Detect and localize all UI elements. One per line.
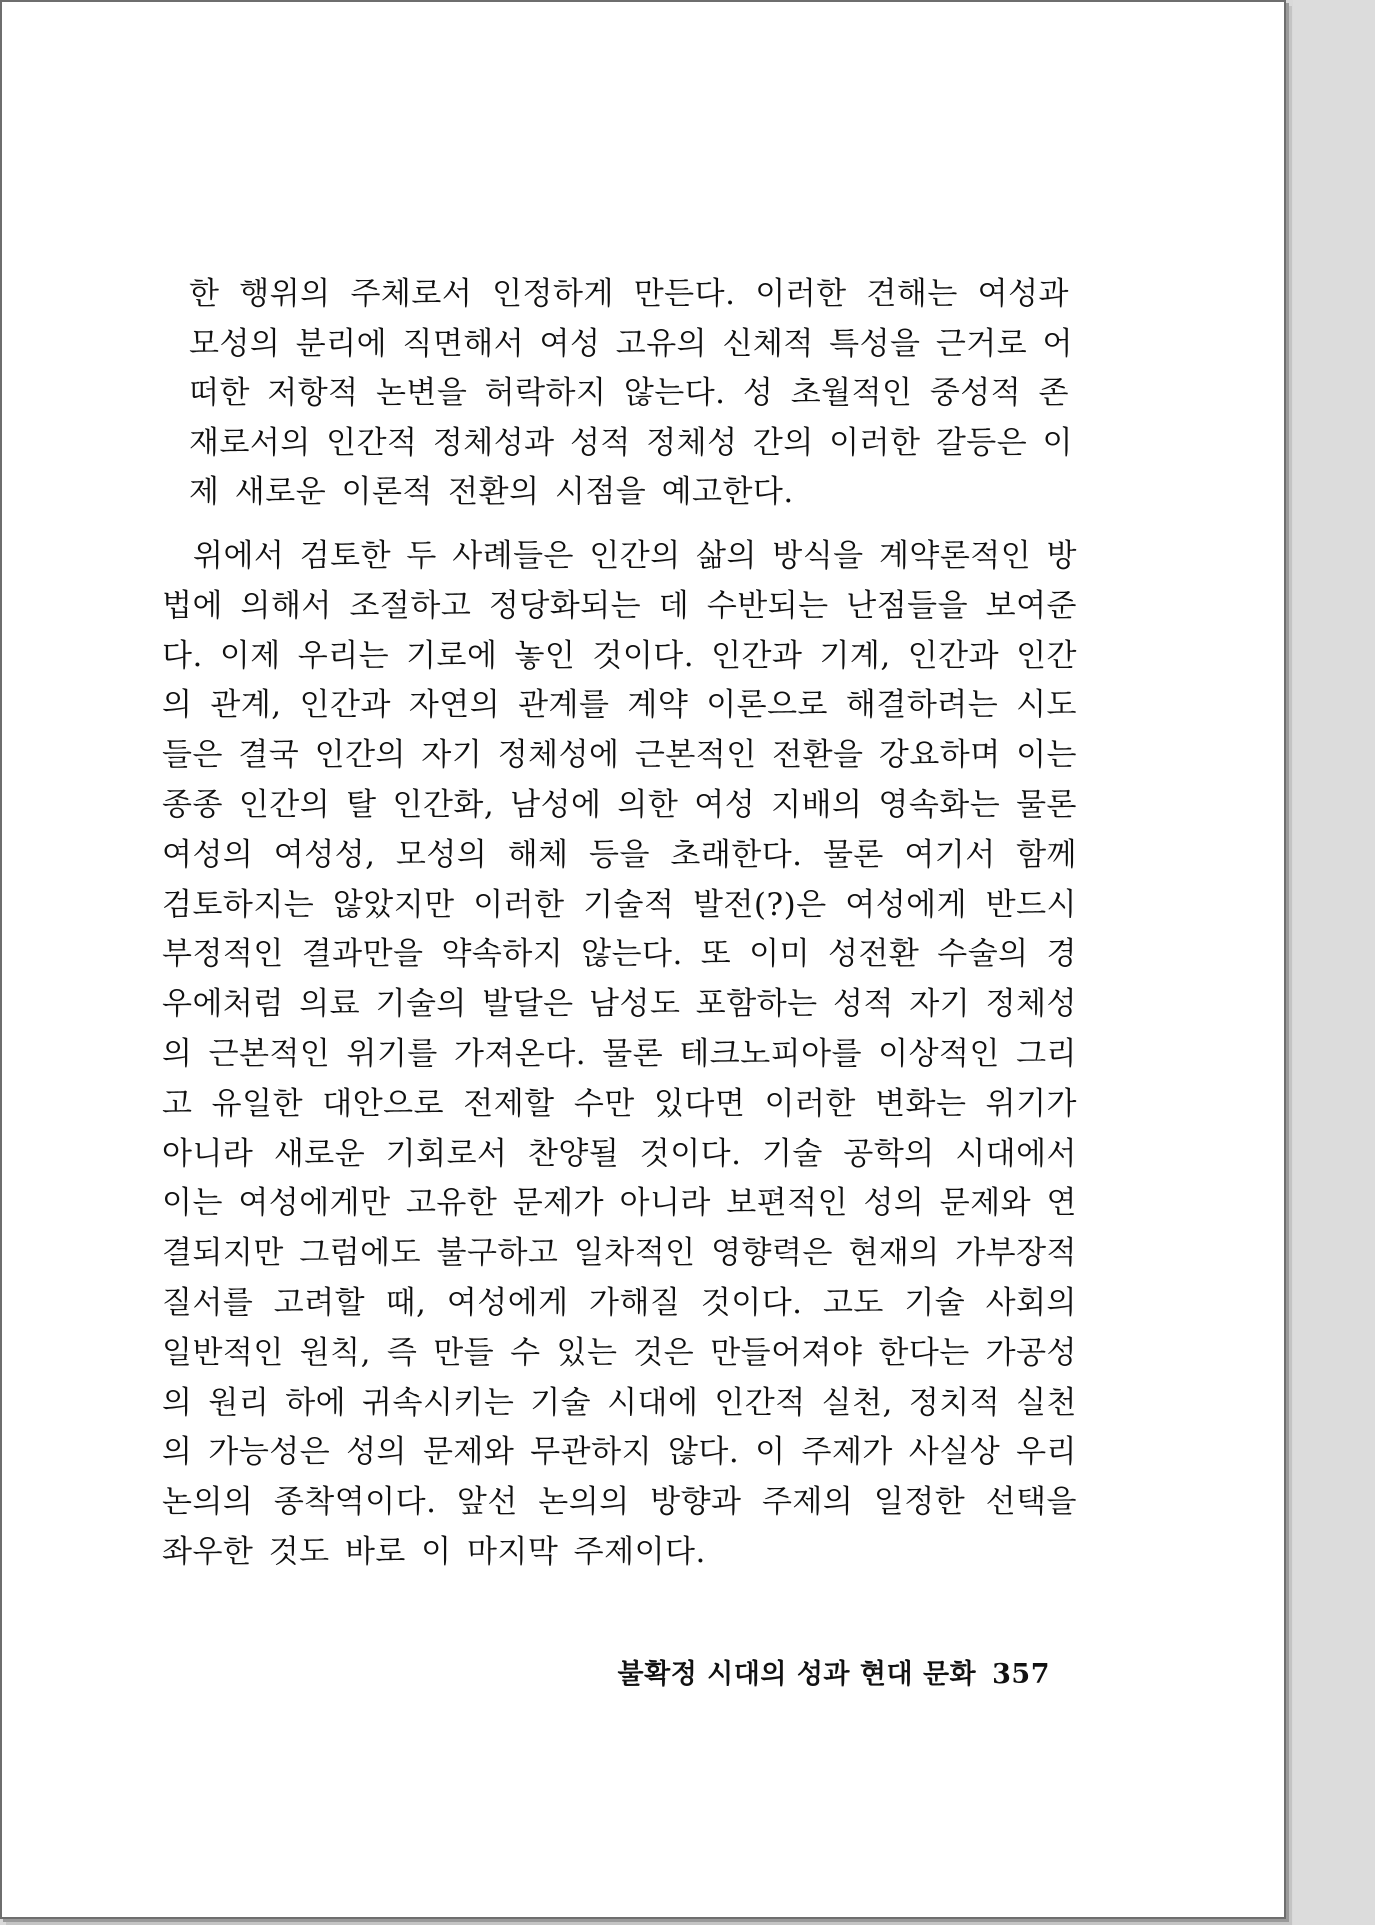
body-line: 법에 의해서 조절하고 정당화되는 데 수반되는 난점들을 보여준 — [162, 587, 1077, 624]
body-line: 아니라 새로운 기회로서 찬양될 것이다. 기술 공학의 시대에서 — [162, 1135, 1077, 1172]
body-line: 종종 인간의 탈 인간화, 남성에 의한 여성 지배의 영속화는 물론 — [162, 786, 1077, 823]
block-quote — [189, 270, 1073, 518]
quote-line: 모성의 분리에 직면해서 여성 고유의 신체적 특성을 근거로 어 — [189, 325, 1073, 362]
body-line: 질서를 고려할 때, 여성에게 가해질 것이다. 고도 기술 사회의 — [162, 1284, 1077, 1321]
body-line: 여성의 여성성, 모성의 해체 등을 초래한다. 물론 여기서 함께 — [162, 836, 1077, 873]
viewer-scrollbar-track[interactable] — [1293, 0, 1375, 1925]
body-line: 의 가능성은 성의 문제와 무관하지 않다. 이 주제가 사실상 우리 — [162, 1434, 1077, 1471]
body-line: 의 근본적인 위기를 가져온다. 물론 테크노피아를 이상적인 그리 — [162, 1035, 1077, 1072]
body-line: 부정적인 결과만을 약속하지 않는다. 또 이미 성전환 수술의 경 — [162, 936, 1077, 973]
quote-line: 한 행위의 주체로서 인정하게 만든다. 이러한 견해는 여성과 — [189, 276, 1069, 312]
quote-line: 제 새로운 이론적 전환의 시점을 예고한다. — [189, 474, 794, 511]
running-title: 불확정 시대의 성과 현대 문화 — [617, 1659, 977, 1690]
body-line: 결되지만 그럼에도 불구하고 일차적인 영향력은 현재의 가부장적 — [162, 1235, 1077, 1272]
page-number: 357 — [992, 1659, 1050, 1690]
body-line: 검토하지는 않았지만 이러한 기술적 발전(?)은 여성에게 반드시 — [162, 886, 1077, 923]
body-line: 좌우한 것도 바로 이 마지막 주제이다. — [162, 1533, 706, 1570]
body-line: 의 관계, 인간과 자연의 관계를 계약 이론으로 해결하려는 시도 — [162, 687, 1077, 724]
body-line: 의 원리 하에 귀속시키는 기술 시대에 인간적 실천, 정치적 실천 — [162, 1384, 1077, 1421]
body-line: 일반적인 원칙, 즉 만들 수 있는 것은 만들어져야 한다는 가공성 — [162, 1334, 1077, 1371]
body-line: 논의의 종착역이다. 앞선 논의의 방향과 주제의 일정한 선택을 — [162, 1484, 1077, 1521]
page-footer — [602, 1652, 1050, 1691]
page-content — [162, 270, 1077, 1578]
body-line-text: 위에서 검토한 두 사례들은 인간의 삶의 방식을 계약론적인 방 — [193, 537, 1077, 574]
body-line: 이는 여성에게만 고유한 문제가 아니라 보편적인 성의 문제와 연 — [162, 1185, 1077, 1222]
body-line: 우에처럼 의료 기술의 발달은 남성도 포함하는 성적 자기 정체성 — [162, 986, 1077, 1023]
quote-line: 재로서의 인간적 정체성과 성적 정체성 간의 이러한 갈등은 이 — [189, 424, 1073, 461]
body-line-first — [162, 532, 1077, 582]
body-line: 고 유일한 대안으로 전제할 수만 있다면 이러한 변화는 위기가 — [162, 1085, 1077, 1122]
body-line: 들은 결국 인간의 자기 정체성에 근본적인 전환을 강요하며 이는 — [162, 737, 1077, 774]
quote-line: 떠한 저항적 논변을 허락하지 않는다. 성 초월적인 중성적 존 — [189, 375, 1069, 412]
body-paragraph — [162, 532, 1077, 1578]
body-line: 다. 이제 우리는 기로에 놓인 것이다. 인간과 기계, 인간과 인간 — [162, 637, 1077, 674]
